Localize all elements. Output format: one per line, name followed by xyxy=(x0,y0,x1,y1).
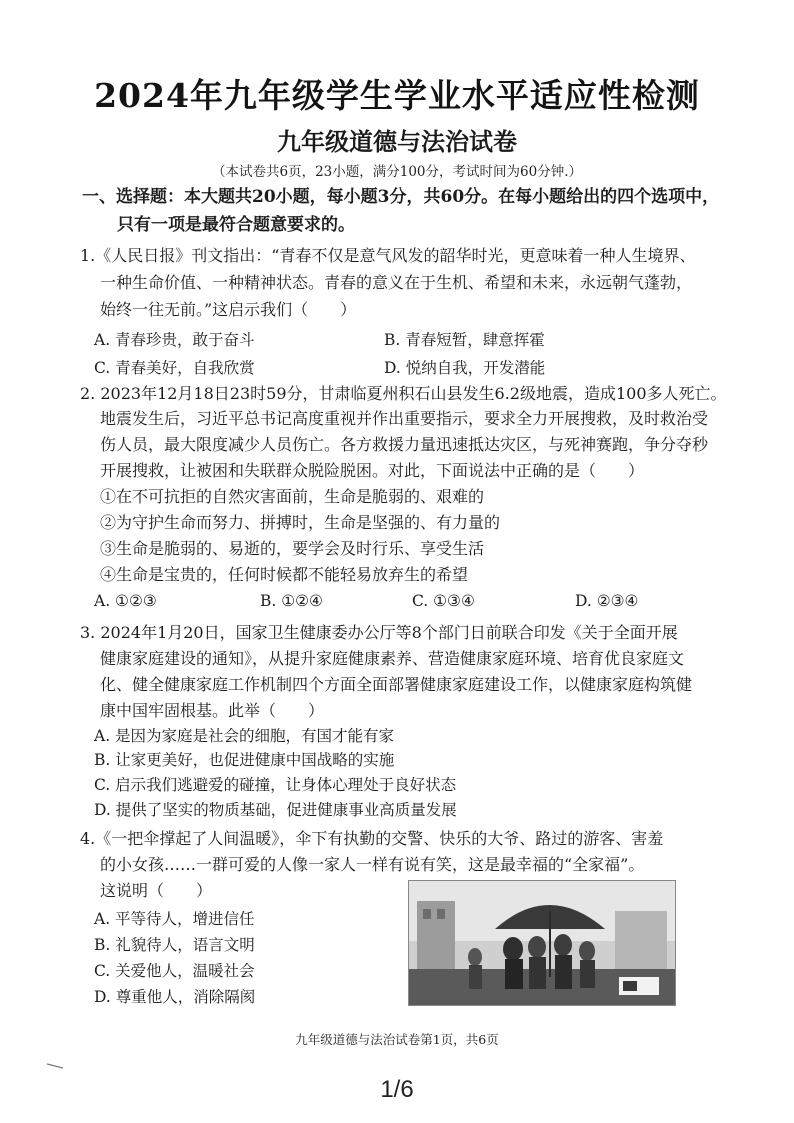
page-indicator: 1/6 xyxy=(380,1076,414,1103)
q4-line: 4.《一把伞撑起了人间温暖》，伞下有执勤的交警、快乐的大爷、路过的游客、害羞 xyxy=(80,829,664,848)
exam-subtitle: 九年级道德与法治试卷 xyxy=(277,127,517,156)
section-heading-line2: 只有一项是最符合题意要求的。 xyxy=(117,215,355,235)
q3-line: 健康家庭建设的通知》，从提升家庭健康素养、营造健康家庭环境、培育优良家庭文 xyxy=(100,649,685,668)
q2-statement: ④生命是宝贵的，任何时候都不能轻易放弃生的希望 xyxy=(100,565,469,584)
q2-option-d: D. ②③④ xyxy=(575,592,639,610)
q3-option-b: B. 让家更美好，也促进健康中国战略的实施 xyxy=(94,751,395,769)
q3-line: 康中国牢固根基。此举（ ） xyxy=(100,701,325,720)
q2-statement: ①在不可抗拒的自然灾害面前，生命是脆弱的、艰难的 xyxy=(100,487,485,506)
q1-option-c: C. 青春美好，自我欣赏 xyxy=(94,359,255,377)
q3-option-a: A. 是因为家庭是社会的细胞，有国才能有家 xyxy=(94,727,395,745)
q1-option-a: A. 青春珍贵，敢于奋斗 xyxy=(94,331,255,349)
scan-mark xyxy=(47,1063,63,1069)
q2-line: 开展搜救，让被困和失联群众脱险脱困。对此，下面说法中正确的是（ ） xyxy=(100,461,645,480)
q4-option-a: A. 平等待人，增进信任 xyxy=(94,910,255,928)
q2-option-b: B. ①②④ xyxy=(260,592,323,610)
exam-note: （本试卷共6页，23小题，满分100分，考试时间为60分钟.） xyxy=(211,164,582,180)
q2-statement: ②为守护生命而努力、拼搏时，生命是坚强的、有力量的 xyxy=(100,513,501,532)
q4-option-d: D. 尊重他人，消除隔阂 xyxy=(94,988,256,1006)
q1-line: 始终一往无前。”这启示我们（ ） xyxy=(100,300,357,319)
q4-option-b: B. 礼貌待人，语言文明 xyxy=(94,936,255,954)
q2-line: 2. 2023年12月18日23时59分，甘肃临夏州积石山县发生6.2级地震，造成100多人死亡。 xyxy=(80,384,727,403)
q1-option-d: D. 悦纳自我，开发潜能 xyxy=(384,359,546,377)
section-heading-line1: 一、选择题：本大题共20小题，每小题3分，共60分。在每小题给出的四个选项中， xyxy=(82,187,720,207)
q4-line: 的小女孩……一群可爱的人像一家人一样有说有笑，这是最幸福的“全家福”。 xyxy=(100,855,645,874)
page-footer: 九年级道德与法治试卷第1页，共6页 xyxy=(295,1032,499,1047)
q2-option-c: C. ①③④ xyxy=(412,592,475,610)
umbrella-photo xyxy=(408,880,676,1006)
q4-option-c: C. 关爱他人，温暖社会 xyxy=(94,962,255,980)
q3-option-d: D. 提供了坚实的物质基础，促进健康事业高质量发展 xyxy=(94,801,457,819)
q2-statement: ③生命是脆弱的、易逝的，要学会及时行乐、享受生活 xyxy=(100,539,485,558)
q2-line: 地震发生后，习近平总书记高度重视并作出重要指示，要求全力开展搜救，及时救治受 xyxy=(100,409,709,428)
q1-option-b: B. 青春短暂，肆意挥霍 xyxy=(384,331,545,349)
q2-line: 伤人员，最大限度减少人员伤亡。各方救援力量迅速抵达灾区，与死神赛跑，争分夺秒 xyxy=(100,435,709,454)
q3-line: 3. 2024年1月20日，国家卫生健康委办公厅等8个部门日前联合印发《关于全面开展 xyxy=(80,623,678,642)
q3-line: 化、健全健康家庭工作机制四个方面全面部署健康家庭建设工作，以健康家庭构筑健 xyxy=(100,675,693,694)
exam-title: 2024年九年级学生学业水平适应性检测 xyxy=(94,76,700,115)
q1-line: 一种生命价值、一种精神状态。青春的意义在于生机、希望和未来，永远朝气蓬勃， xyxy=(100,273,693,292)
q4-line: 这说明（ ） xyxy=(100,881,213,900)
q3-option-c: C. 启示我们逃避爱的碰撞，让身体心理处于良好状态 xyxy=(94,776,457,794)
q1-line: 1.《人民日报》刊文指出：“青春不仅是意气风发的韶华时光，更意味着一种人生境界、 xyxy=(80,246,696,265)
q2-option-a: A. ①②③ xyxy=(94,592,157,610)
